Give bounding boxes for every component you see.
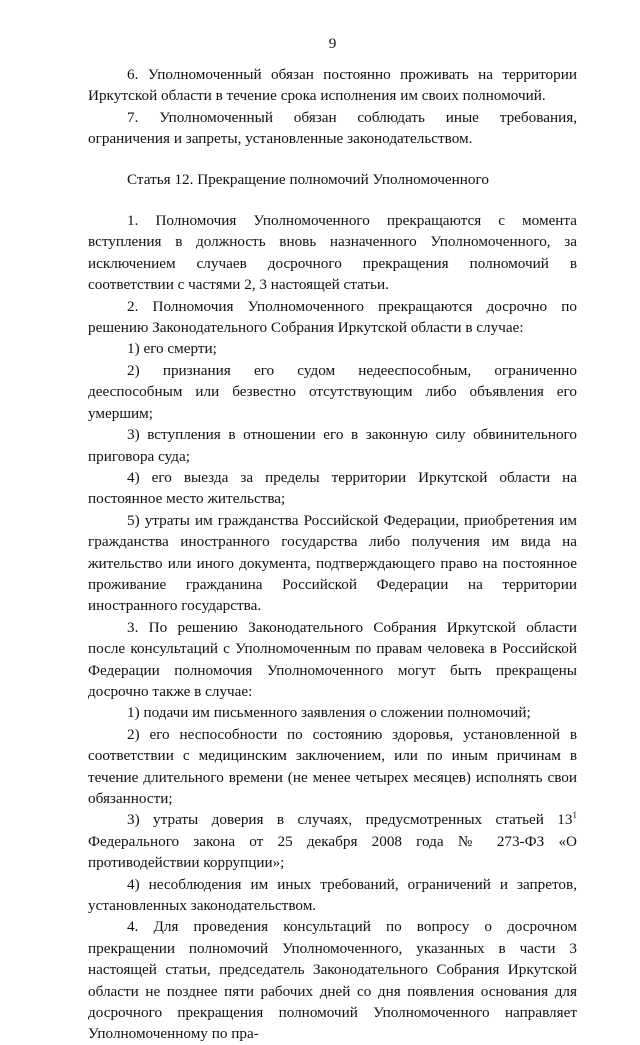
- part-2-item-5: 5) утраты им гражданства Российской Федерации, приобретения им гражданства иностранного государства либо получения им вида на жительство или иного документа, подтверждающего право на постоянное проживание гражданина Российской Федерации на территории иностранного государства.: [88, 511, 577, 615]
- paragraph-7: 7. Уполномоченный обязан соблюдать иные требования, ограничения и запреты, установленные законодательством.: [88, 108, 577, 148]
- part-3-item-3: [88, 809, 577, 873]
- page-number: 9: [328, 35, 337, 52]
- part-2-item-3: 3) вступления в отношении его в законную силу обвинительного приговора суда;: [88, 426, 577, 465]
- part-3-item-3-text-cont: Федерального закона от 25 декабря 2008 года № 273-ФЗ «О противодействии коррупции»;: [88, 832, 577, 872]
- part-2-item-1: 1) его смерти;: [127, 340, 217, 358]
- document-body: [88, 64, 577, 1045]
- part-2-item-2: 2) признания его судом недееспособным, ограниченно дееспособным или безвестно отсутствующим либо объявления его умершим;: [88, 361, 577, 422]
- article-12-part-1: 1. Полномочия Уполномоченного прекращаются с момента вступления в должность вновь назначенного Уполномоченного, за исключением случаев досрочного прекращения полномочий в соответствии с частями 2, 3 настоящей статьи.: [88, 212, 577, 294]
- part-2-item-4: 4) его выезда за пределы территории Иркутской области на постоянное место жительства;: [88, 468, 577, 508]
- paragraph-6: 6. Уполномоченный обязан постоянно проживать на территории Иркутской области в течение срока исполнения им своих полномочий.: [88, 66, 577, 105]
- article-12-part-2: 2. Полномочия Уполномоченного прекращаются досрочно по решению Законодательного Собрания Иркутской области в случае:: [88, 297, 577, 337]
- article-heading: Статья 12. Прекращение полномочий Уполномоченного: [127, 170, 489, 188]
- article-12-part-4: 4. Для проведения консультаций по вопросу о досрочном прекращении полномочий Уполномоченного, указанных в части 3 настоящей статьи, председатель Законодательного Собрания Иркутской области не позднее пяти рабочих дней со дня появления основания для досрочного прекращения полномочий Уполномоченного направляет Уполномоченному по пра-: [88, 918, 577, 1043]
- part-3-item-2: 2) его неспособности по состоянию здоровья, установленной в соответствии с медицинским заключением, или по иным причинам в течение длительного времени (не менее четырех месяцев) исполнять свои обязанности;: [88, 725, 577, 807]
- article-12-part-3: 3. По решению Законодательного Собрания Иркутской области после консультаций с Уполномоченным по правам человека в Российской Федерации полномочия Уполномоченного могут быть прекращены досрочно также в случае:: [88, 618, 577, 700]
- document-page: [88, 0, 577, 1045]
- part-3-item-4: 4) несоблюдения им иных требований, ограничений и запретов, установленных законодательством.: [88, 875, 577, 915]
- part-3-item-1: 1) подачи им письменного заявления о сложении полномочий;: [127, 704, 531, 722]
- footnote-superscript: 1: [572, 810, 577, 821]
- part-3-item-3-text: 3) утраты доверия в случаях, предусмотренных статьей 13: [127, 811, 573, 829]
